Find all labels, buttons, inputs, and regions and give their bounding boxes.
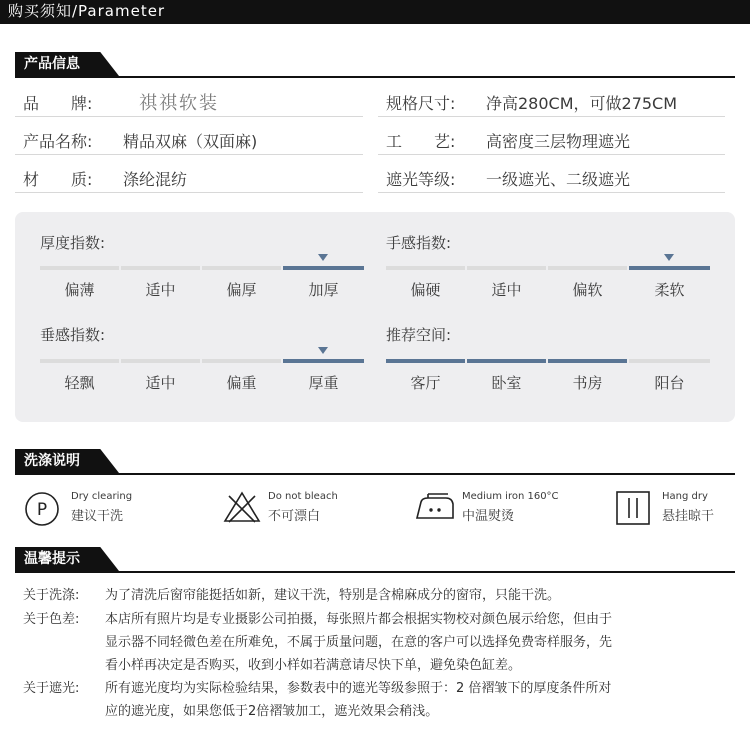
info-cell-size [378,85,725,117]
scale-option: 偏软 [572,281,603,299]
dry-clean-icon [23,490,61,528]
care-label-cn: 悬挂晾干 [662,509,715,524]
hand-feel-scale [386,252,710,298]
care-label-en: Medium iron 160°C [462,491,559,502]
scale-segment [121,266,200,270]
info-value-brand: 祺祺软装 [139,93,219,114]
note-color-difference [23,608,733,678]
tips-header [15,547,735,577]
medium-iron-icon [414,490,456,524]
info-label: 遮光等级: [386,170,456,189]
note-text: 看小样再决定是否购买，收到小样如若满意请尽快下单，避免染色缸差。 [105,658,522,673]
section-title: 温馨提示 [24,551,80,567]
scale-segment [386,266,465,270]
scale-option: 加厚 [308,281,339,299]
info-cell-product-name [15,123,363,155]
care-label-cn: 不可漂白 [268,509,321,524]
section-title: 洗涤说明 [24,453,80,469]
info-cell-brand [15,85,363,117]
note-label: 关于遮光: [23,681,80,696]
top-bar [0,0,750,24]
scale-segment-selected [548,359,627,363]
wash-header [15,449,735,479]
care-label-cn: 建议干洗 [71,509,124,524]
scale-segment [202,266,281,270]
product-info-header [15,52,735,82]
info-value-material: 涤纶混纺 [123,170,188,189]
section-divider [15,76,735,78]
care-item-medium-iron [414,488,594,528]
selected-marker-icon [318,254,328,261]
selected-marker-icon [318,347,328,354]
scale-option: 轻飘 [64,374,95,392]
scale-segment [467,266,546,270]
thickness-scale [40,252,364,298]
info-label: 产品名称: [23,132,93,151]
scale-segment-selected [283,359,364,363]
note-label: 关于洗涤: [23,588,80,603]
scale-option: 适中 [145,281,176,299]
rooms-title: 推荐空间: [386,326,452,344]
scale-segment-selected [283,266,364,270]
scale-option: 适中 [491,281,522,299]
scale-option: 偏硬 [410,281,441,299]
scale-option: 适中 [145,374,176,392]
scale-segment [40,359,119,363]
section-title: 产品信息 [24,56,80,72]
scale-option: 卧室 [491,374,522,392]
svg-text:P: P [36,500,48,520]
scale-segment [40,266,119,270]
note-text: 本店所有照片均是专业摄影公司拍摄，每张照片都会根据实物校对颜色展示给您，但由于 [105,612,613,627]
scale-option: 偏厚 [226,281,257,299]
care-label-en: Dry clearing [71,491,133,502]
scale-option: 客厅 [410,374,441,392]
section-divider [15,473,735,475]
note-label: 关于色差: [23,612,80,627]
care-item-no-bleach [222,488,402,528]
info-label: 品 牌: [23,94,93,113]
scale-option: 偏重 [226,374,257,392]
rooms-scale [386,345,710,391]
scale-segment-selected [467,359,546,363]
info-label: 材 质: [23,170,93,189]
note-shading [23,677,733,725]
thickness-title: 厚度指数: [40,234,106,252]
scale-option: 柔软 [654,281,685,299]
selected-marker-icon [664,254,674,261]
info-label: 工 艺: [386,132,456,151]
section-divider [15,571,735,573]
info-value-size: 净高280CM，可做275CM [486,94,678,113]
scale-segment-selected [629,266,710,270]
info-value-product-name: 精品双麻（双面麻) [123,132,258,151]
care-item-dry-clean [23,488,203,528]
scale-segment [121,359,200,363]
note-text: 所有遮光度均为实际检验结果，参数表中的遮光等级参照于：2 倍褶皱下的厚度条件所对 [105,681,612,696]
drape-title: 垂感指数: [40,326,106,344]
scale-segment [548,266,627,270]
info-value-craft: 高密度三层物理遮光 [486,132,631,151]
indices-panel [15,212,735,422]
page-title: 购买须知/Parameter [8,2,166,20]
note-text: 为了清洗后窗帘能挺括如新，建议干洗，特别是含棉麻成分的窗帘，只能干洗。 [105,588,561,603]
note-washing [23,584,733,608]
note-text: 显示器不同轻微色差在所难免，不属于质量问题，在意的客户可以选择免费寄样服务，先 [105,635,613,650]
scale-option: 阳台 [654,374,685,392]
drape-scale [40,345,364,391]
info-cell-material [15,161,363,193]
hang-dry-icon [614,490,652,526]
scale-segment-selected [386,359,465,363]
care-label-cn: 中温熨烫 [462,509,515,524]
info-cell-shading [378,161,725,193]
care-item-hang-dry [614,488,744,528]
care-label-en: Do not bleach [268,491,338,502]
scale-option: 偏薄 [64,281,95,299]
info-value-shading: 一级遮光、二级遮光 [486,170,631,189]
hand-feel-title: 手感指数: [386,234,452,252]
info-cell-craft [378,123,725,155]
care-label-en: Hang dry [662,491,708,502]
scale-option: 厚重 [308,374,339,392]
do-not-bleach-icon [222,490,262,524]
scale-segment [202,359,281,363]
scale-option: 书房 [572,374,603,392]
scale-segment [629,359,710,363]
note-text: 应的遮光度，如果您低于2倍褶皱加工，遮光效果会稍浅。 [105,704,439,719]
info-label: 规格尺寸: [386,94,456,113]
